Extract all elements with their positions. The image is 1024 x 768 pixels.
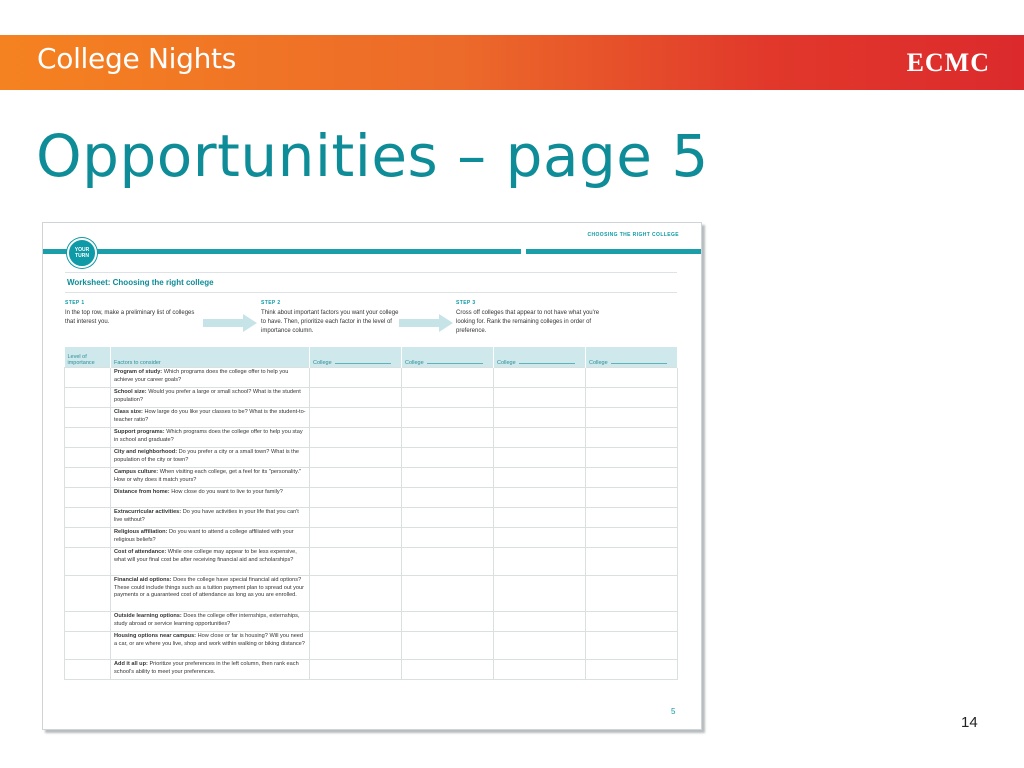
college-cell[interactable] bbox=[310, 632, 402, 660]
college-cell[interactable] bbox=[402, 660, 494, 680]
table-row bbox=[65, 576, 678, 612]
table-row bbox=[65, 632, 678, 660]
factor-cell bbox=[111, 408, 310, 428]
college-cell[interactable] bbox=[586, 660, 678, 680]
college-cell[interactable] bbox=[586, 488, 678, 508]
importance-cell[interactable] bbox=[65, 612, 111, 632]
factor-cell bbox=[111, 548, 310, 576]
college-cell[interactable] bbox=[402, 632, 494, 660]
step-2 bbox=[261, 300, 401, 336]
step-label: STEP 2 bbox=[261, 300, 281, 306]
college-cell[interactable] bbox=[402, 468, 494, 488]
table-body bbox=[65, 368, 678, 680]
factor-cell bbox=[111, 508, 310, 528]
college-cell[interactable] bbox=[310, 488, 402, 508]
divider bbox=[65, 272, 677, 273]
college-cell[interactable] bbox=[402, 488, 494, 508]
header-band bbox=[0, 35, 1024, 90]
table-row bbox=[65, 388, 678, 408]
brand-title: College Nights bbox=[37, 42, 236, 75]
college-cell[interactable] bbox=[310, 408, 402, 428]
college-cell[interactable] bbox=[494, 548, 586, 576]
college-cell[interactable] bbox=[494, 368, 586, 388]
column-header-importance: Level of importance bbox=[65, 347, 111, 368]
table-row bbox=[65, 428, 678, 448]
college-cell[interactable] bbox=[586, 388, 678, 408]
importance-cell[interactable] bbox=[65, 488, 111, 508]
step-1 bbox=[65, 300, 205, 327]
slide-number: 14 bbox=[961, 714, 978, 731]
factor-description: Do you have activities in your life that you can't live without? bbox=[114, 509, 299, 523]
college-cell[interactable] bbox=[586, 528, 678, 548]
college-cell[interactable] bbox=[402, 612, 494, 632]
table-row bbox=[65, 612, 678, 632]
table-row bbox=[65, 488, 678, 508]
college-cell[interactable] bbox=[494, 448, 586, 468]
college-cell[interactable] bbox=[402, 368, 494, 388]
factor-description: When visiting each college, get a feel for its "personality." How or why does it match yours? bbox=[114, 469, 301, 483]
factor-name: Class size: bbox=[114, 409, 143, 415]
factor-name: Housing options near campus: bbox=[114, 633, 197, 639]
college-cell[interactable] bbox=[494, 528, 586, 548]
factor-description: How close or far is housing? Will you need a car, or are where you live, shop and work within walking or biking distance? bbox=[114, 633, 305, 647]
factor-name: Extracurricular activities: bbox=[114, 509, 182, 515]
college-cell[interactable] bbox=[402, 528, 494, 548]
college-cell[interactable] bbox=[586, 448, 678, 468]
importance-cell[interactable] bbox=[65, 508, 111, 528]
slide-title: Opportunities – page 5 bbox=[36, 122, 709, 190]
table-row bbox=[65, 660, 678, 680]
factor-name: Add it all up: bbox=[114, 661, 148, 667]
divider bbox=[65, 292, 677, 293]
step-label: STEP 1 bbox=[65, 300, 85, 306]
factor-cell bbox=[111, 488, 310, 508]
worksheet-page-number: 5 bbox=[671, 707, 676, 716]
college-cell[interactable] bbox=[494, 576, 586, 612]
college-cell[interactable] bbox=[586, 368, 678, 388]
college-cell[interactable] bbox=[586, 612, 678, 632]
factor-description: Does the college offer internships, externships, study abroad or service learning opportunities? bbox=[114, 613, 300, 627]
importance-cell[interactable] bbox=[65, 548, 111, 576]
factor-cell bbox=[111, 660, 310, 680]
factor-description: How close do you want to live to your family? bbox=[171, 489, 283, 495]
factors-table bbox=[64, 347, 678, 680]
factor-name: Religious affiliation: bbox=[114, 529, 168, 535]
factor-description: Does the college have special financial aid options? These could include things such as a tuition payment plan to spread out your payments or a guaranteed cost of attendance as long as you are enrolled. bbox=[114, 577, 304, 599]
arrow-right-icon bbox=[203, 313, 258, 333]
factor-name: Cost of attendance: bbox=[114, 549, 167, 555]
column-header-college bbox=[586, 347, 678, 368]
step-text: In the top row, make a preliminary list of colleges that interest you. bbox=[65, 310, 195, 325]
college-cell[interactable] bbox=[402, 388, 494, 408]
factor-cell bbox=[111, 428, 310, 448]
factor-description: How large do you like your classes to be? What is the student-to-teacher ratio? bbox=[114, 409, 306, 423]
column-header-college bbox=[310, 347, 402, 368]
college-label: College bbox=[405, 360, 424, 366]
column-header-college bbox=[402, 347, 494, 368]
college-cell[interactable] bbox=[586, 548, 678, 576]
college-cell[interactable] bbox=[402, 508, 494, 528]
college-cell[interactable] bbox=[402, 576, 494, 612]
table-row bbox=[65, 448, 678, 468]
factor-description: Prioritize your preferences in the left column, then rank each school's ability to meet your preferences. bbox=[114, 661, 299, 675]
college-cell[interactable] bbox=[310, 660, 402, 680]
factor-description: While one college may appear to be less expensive, what will your final cost be after receiving financial aid and scholarships? bbox=[114, 549, 297, 563]
factor-cell bbox=[111, 528, 310, 548]
importance-cell[interactable] bbox=[65, 576, 111, 612]
college-cell[interactable] bbox=[586, 468, 678, 488]
college-cell[interactable] bbox=[310, 388, 402, 408]
college-cell[interactable] bbox=[494, 488, 586, 508]
college-cell[interactable] bbox=[494, 508, 586, 528]
college-cell[interactable] bbox=[310, 368, 402, 388]
section-label: CHOOSING THE RIGHT COLLEGE bbox=[587, 232, 679, 238]
college-cell[interactable] bbox=[310, 468, 402, 488]
table-row bbox=[65, 508, 678, 528]
factor-cell bbox=[111, 468, 310, 488]
factor-name: Support programs: bbox=[114, 429, 165, 435]
importance-cell[interactable] bbox=[65, 408, 111, 428]
factor-cell bbox=[111, 448, 310, 468]
factor-description: Do you want to attend a college affiliated with your religious beliefs? bbox=[114, 529, 294, 543]
factor-cell bbox=[111, 576, 310, 612]
college-cell[interactable] bbox=[494, 660, 586, 680]
college-cell[interactable] bbox=[310, 528, 402, 548]
college-cell[interactable] bbox=[494, 408, 586, 428]
importance-cell[interactable] bbox=[65, 448, 111, 468]
step-label: STEP 3 bbox=[456, 300, 476, 306]
college-label: College bbox=[589, 360, 608, 366]
factor-name: Program of study: bbox=[114, 369, 163, 375]
column-header-college bbox=[494, 347, 586, 368]
step-text: Cross off colleges that appear to not have what you're looking for. Rank the remaining colleges in order of preference. bbox=[456, 310, 600, 334]
factor-cell bbox=[111, 388, 310, 408]
your-turn-badge: YOUR TURN bbox=[67, 238, 97, 268]
column-header-factors: Factors to consider bbox=[111, 347, 310, 368]
college-cell[interactable] bbox=[586, 408, 678, 428]
factor-name: Campus culture: bbox=[114, 469, 159, 475]
worksheet-title: Worksheet: Choosing the right college bbox=[67, 278, 214, 287]
college-label: College bbox=[497, 360, 516, 366]
ecmc-logo: ECMC bbox=[906, 48, 990, 77]
table-row bbox=[65, 368, 678, 388]
college-cell[interactable] bbox=[494, 388, 586, 408]
college-cell[interactable] bbox=[586, 508, 678, 528]
factor-name: School size: bbox=[114, 389, 147, 395]
table-row bbox=[65, 408, 678, 428]
college-cell[interactable] bbox=[310, 508, 402, 528]
importance-cell[interactable] bbox=[65, 632, 111, 660]
college-cell[interactable] bbox=[494, 428, 586, 448]
importance-cell[interactable] bbox=[65, 468, 111, 488]
college-cell[interactable] bbox=[310, 612, 402, 632]
college-cell[interactable] bbox=[586, 428, 678, 448]
college-cell[interactable] bbox=[402, 428, 494, 448]
factor-cell bbox=[111, 632, 310, 660]
college-label: College bbox=[313, 360, 332, 366]
college-cell[interactable] bbox=[494, 612, 586, 632]
factor-name: Financial aid options: bbox=[114, 577, 172, 583]
factor-description: Which programs does the college offer to help you stay in school and graduate? bbox=[114, 429, 303, 443]
college-cell[interactable] bbox=[586, 576, 678, 612]
factor-name: Outside learning options: bbox=[114, 613, 182, 619]
step-text: Think about important factors you want your college to have. Then, prioritize each factor in the level of importance column. bbox=[261, 310, 399, 334]
header-bar-right bbox=[526, 249, 701, 254]
importance-cell[interactable] bbox=[65, 528, 111, 548]
factor-name: City and neighborhood: bbox=[114, 449, 178, 455]
factor-name: Distance from home: bbox=[114, 489, 170, 495]
college-cell[interactable] bbox=[310, 428, 402, 448]
college-cell[interactable] bbox=[402, 408, 494, 428]
college-cell[interactable] bbox=[494, 468, 586, 488]
factor-description: Would you prefer a large or small school? What is the student population? bbox=[114, 389, 301, 403]
importance-cell[interactable] bbox=[65, 428, 111, 448]
college-cell[interactable] bbox=[310, 548, 402, 576]
factor-cell bbox=[111, 368, 310, 388]
factor-description: Do you prefer a city or a small town? What is the population of the city or town? bbox=[114, 449, 299, 463]
table-row bbox=[65, 528, 678, 548]
step-3 bbox=[456, 300, 616, 336]
college-cell[interactable] bbox=[586, 632, 678, 660]
table-header-row bbox=[65, 347, 678, 368]
college-cell[interactable] bbox=[310, 576, 402, 612]
college-cell[interactable] bbox=[402, 548, 494, 576]
importance-cell[interactable] bbox=[65, 388, 111, 408]
table-row bbox=[65, 548, 678, 576]
college-cell[interactable] bbox=[310, 448, 402, 468]
worksheet-image bbox=[42, 222, 702, 730]
factor-description: Which programs does the college offer to help you achieve your career goals? bbox=[114, 369, 289, 383]
header-bar-left bbox=[43, 249, 521, 254]
factor-cell bbox=[111, 612, 310, 632]
arrow-right-icon bbox=[399, 313, 454, 333]
college-cell[interactable] bbox=[494, 632, 586, 660]
importance-cell[interactable] bbox=[65, 368, 111, 388]
table-row bbox=[65, 468, 678, 488]
college-cell[interactable] bbox=[402, 448, 494, 468]
importance-cell[interactable] bbox=[65, 660, 111, 680]
